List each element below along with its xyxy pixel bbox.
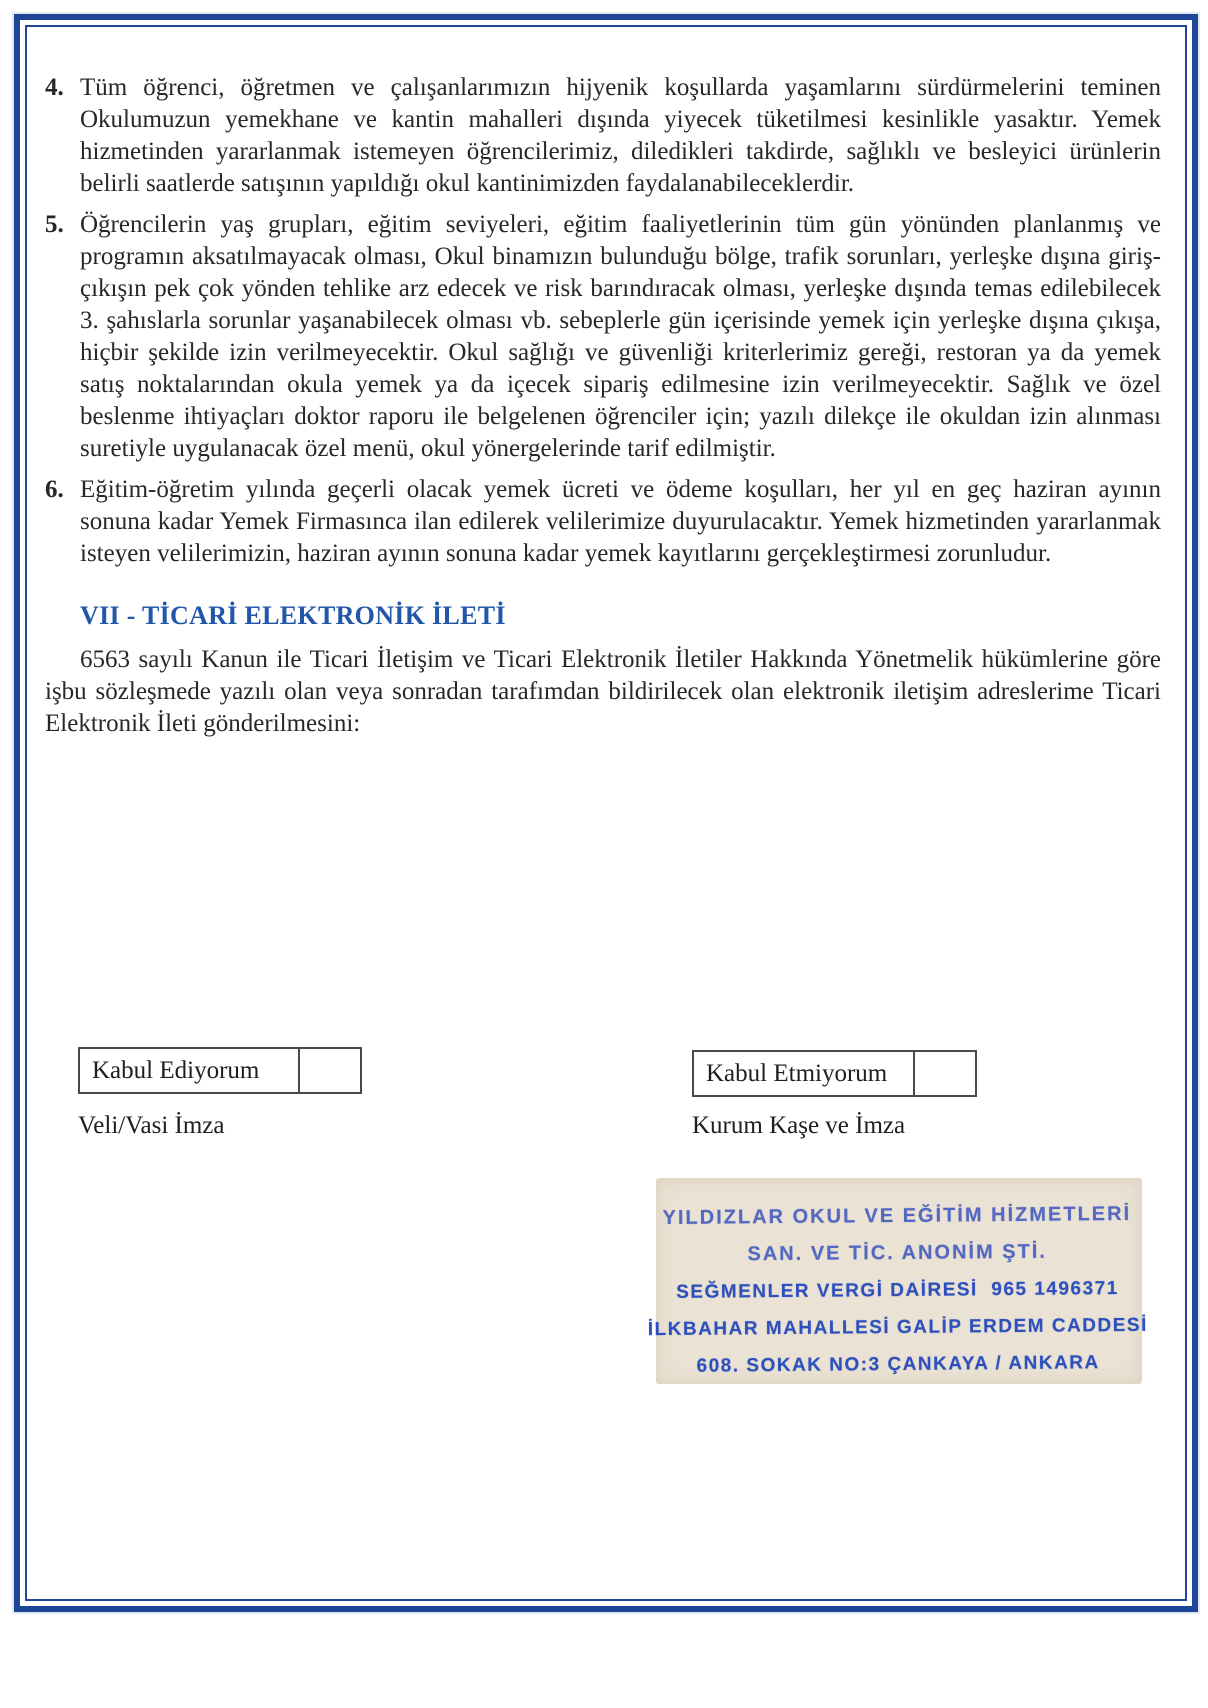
guardian-signature-label: Veli/Vasi İmza: [78, 1112, 225, 1139]
clause-number: 6.: [45, 476, 64, 503]
stamp-line: SAN. VE TİC. ANONİM ŞTİ.: [747, 1240, 1048, 1266]
stamp-line: YILDIZLAR OKUL VE EĞİTİM HİZMETLERİ: [662, 1202, 1132, 1230]
decline-label: Kabul Etmiyorum: [706, 1059, 888, 1087]
clause-text: Öğrencilerin yaş grupları, eğitim seviyeleri, eğitim faaliyetlerinin tüm gün yönünden planlanmış ve programın aksatılmayacak olması, Okul binamızın bulunduğu bölge, trafik sorunları, yerleşke dışına giriş-çıkışın pek çok yönden tehlike arz edecek ve risk barındıracak olması, yerleşke dışında temas edilebilecek 3. şahıslarla sorunlar yaşanabilecek olması vb. sebeplerle gün içerisinde yemek için yerleşke dışına çıkışa, hiçbir şekilde izin verilmeyecektir. Okul sağlığı ve güvenliği kriterlerimiz gereği, restoran ya da yemek satış noktalarından okula yemek ya da içecek sipariş edilmesine izin verilmeyecektir. Sağlık ve özel beslenme ihtiyaçları doktor raporu ile belgelenen öğrenciler için; yazılı dilekçe ile okuldan izin alınması suretiyle uygulanacak özel menü, okul yönergelerinde tarif edilmiştir.: [80, 211, 1161, 462]
clause-text: Tüm öğrenci, öğretmen ve çalışanlarımızın hijyenik koşullarda yaşamlarını sürdürmelerini teminen Okulumuzun yemekhane ve kantin mahalleri dışında yiyecek tüketilmesi kesinlikle yasaktır. Yemek hizmetinden yararlanmak istemeyen öğrencilerimiz, diledikleri takdirde, sağlıklı ve besleyici ürünlerin belirli saatlerde satışının yapıldığı okul kantinimizden faydalanabileceklerdir.: [80, 74, 1161, 197]
accept-option: [78, 1047, 362, 1094]
decline-option: [692, 1050, 977, 1097]
clause-number: 4.: [45, 74, 64, 101]
clause-text: Eğitim-öğretim yılında geçerli olacak yemek ücreti ve ödeme koşulları, her yıl en geç haziran ayının sonuna kadar Yemek Firmasınca ilan edilerek velilerimize duyurulacaktır. Yemek hizmetinden yararlanmak isteyen velilerimizin, haziran ayının sonuna kadar yemek kayıtlarını gerçekleştirmesi zorunludur.: [80, 476, 1161, 567]
accept-label: Kabul Ediyorum: [92, 1056, 260, 1084]
stamp-line: 608. SOKAK NO:3 ÇANKAYA / ANKARA: [696, 1352, 1100, 1377]
clause-5: [45, 209, 1161, 465]
stamp-line: İLKBAHAR MAHALLESİ GALİP ERDEM CADDESİ: [647, 1314, 1148, 1341]
decline-checkbox[interactable]: [913, 1052, 975, 1095]
clause-4: [45, 72, 1161, 200]
section-heading: VII - TİCARİ ELEKTRONİK İLETİ: [80, 601, 506, 630]
clause-6: [45, 474, 1161, 570]
contract-body: [45, 72, 1161, 740]
institution-signature-label: Kurum Kaşe ve İmza: [692, 1112, 906, 1139]
company-stamp: [639, 1196, 1156, 1385]
stamp-line: SEĞMENLER VERGİ DAİRESİ 965 1496371: [676, 1278, 1119, 1303]
accept-checkbox[interactable]: [298, 1049, 360, 1092]
clause-number: 5.: [45, 211, 64, 238]
section-paragraph: 6563 sayılı Kanun ile Ticari İletişim ve Ticari Elektronik İletiler Hakkında Yönetmelik hükümlerine göre işbu sözleşmede yazılı olan veya sonradan tarafımdan bildirilecek olan elektronik iletişim adreslerime Ticari Elektronik İleti gönderilmesini:: [45, 646, 1161, 737]
